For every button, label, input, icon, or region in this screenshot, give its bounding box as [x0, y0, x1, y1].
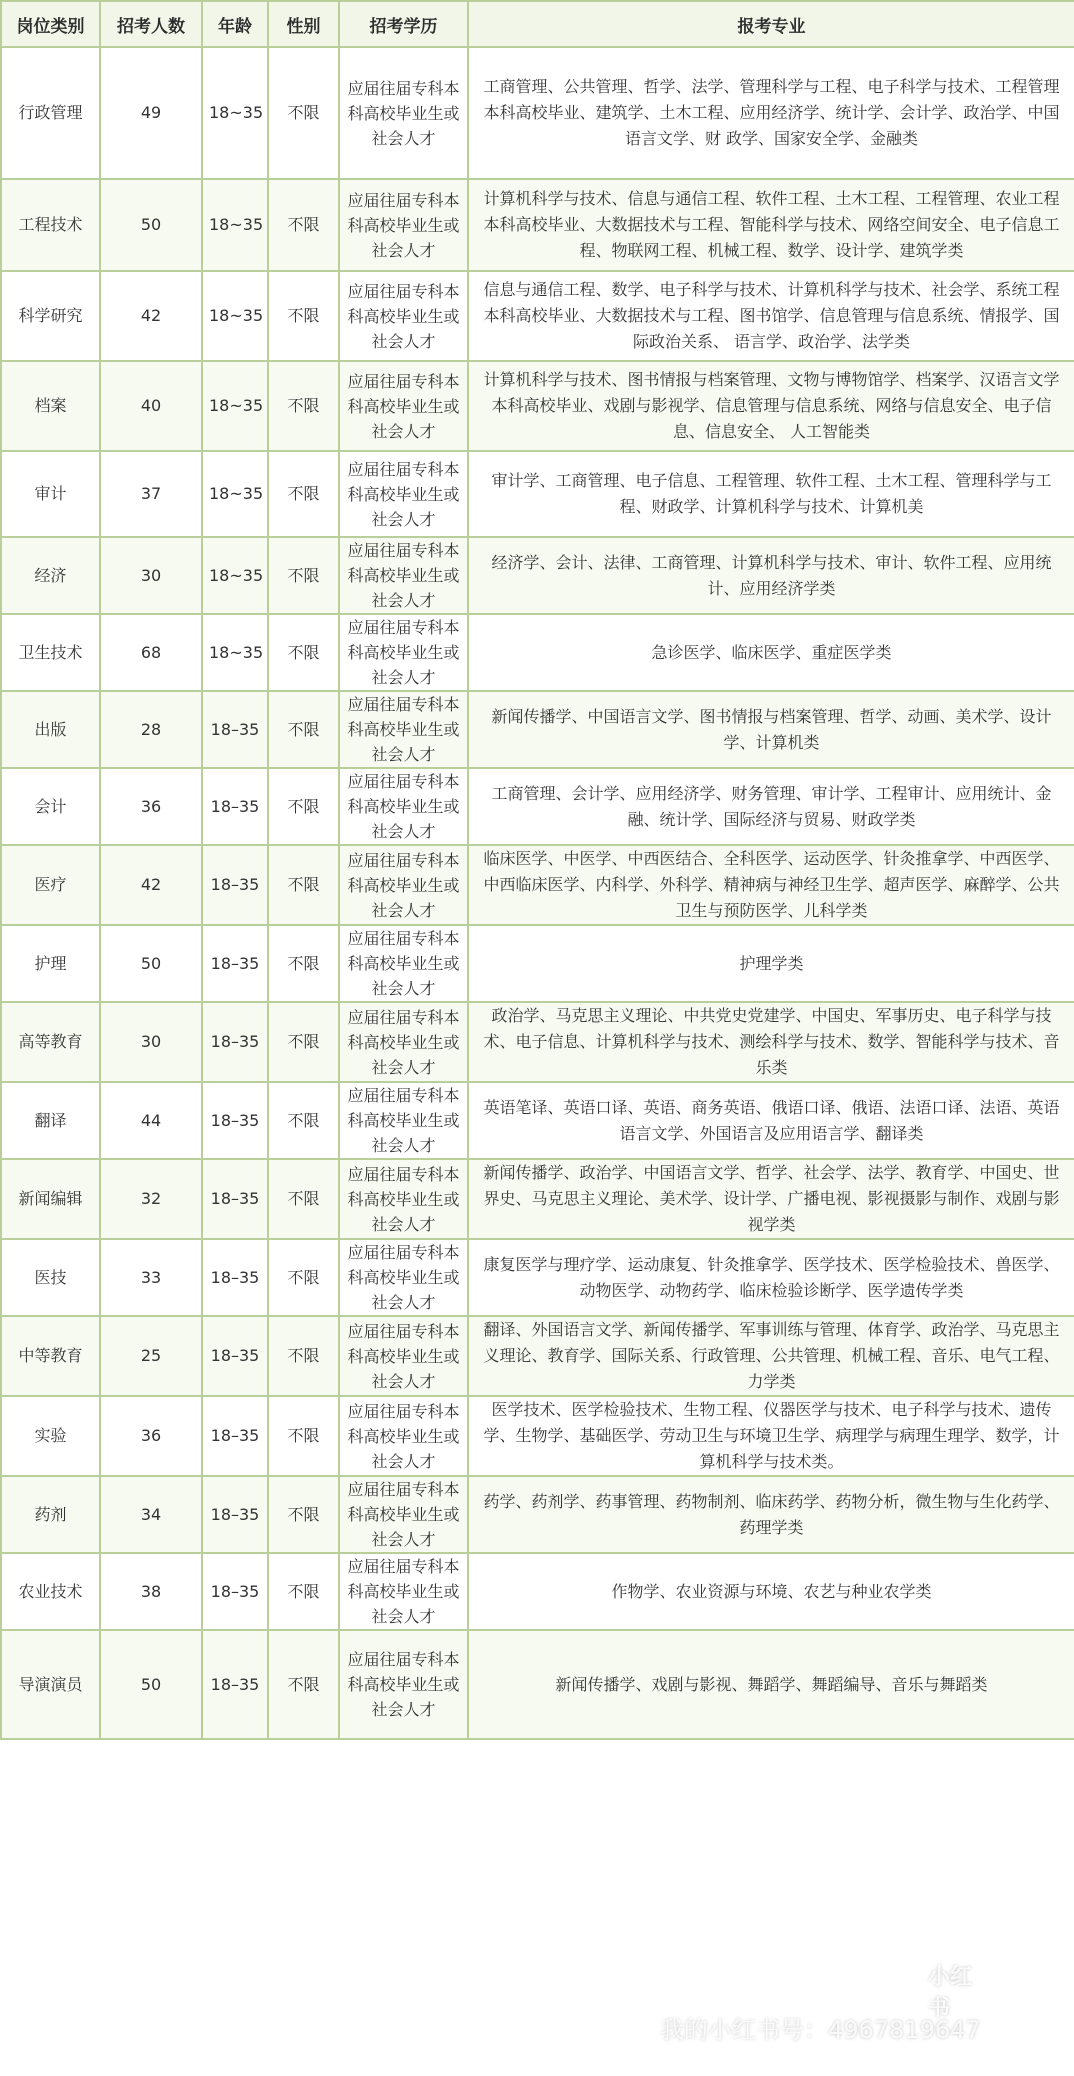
majors-cell: 工商管理、会计学、应用经济学、财务管理、审计学、工程审计、应用统计、金融、统计学、国际经济与贸易、财政学类 [468, 768, 1074, 845]
category-cell: 出版 [1, 691, 100, 768]
gender-cell: 不限 [268, 537, 339, 614]
table-row [1, 361, 1074, 451]
majors-cell: 翻译、外国语言文学、新闻传播学、军事训练与管理、体育学、政治学、马克思主义理论、教育学、国际关系、行政管理、公共管理、机械工程、音乐、电气工程、力学类 [468, 1316, 1074, 1396]
gender-cell: 不限 [268, 1082, 339, 1159]
majors-cell: 计算机科学与技术、图书情报与档案管理、文物与博物馆学、档案学、汉语言文学本科高校毕业、戏剧与影视学、信息管理与信息系统、网络与信息安全、电子信息、信息安全、 人工智能类 [468, 361, 1074, 451]
education-cell: 应届往届专科本科高校毕业生或社会人才 [339, 845, 468, 925]
gender-cell: 不限 [268, 614, 339, 691]
gender-cell: 不限 [268, 271, 339, 361]
category-cell: 工程技术 [1, 179, 100, 271]
category-cell: 药剂 [1, 1476, 100, 1553]
header-education: 招考学历 [339, 1, 468, 47]
education-cell: 应届往届专科本科高校毕业生或社会人才 [339, 47, 468, 179]
majors-cell: 计算机科学与技术、信息与通信工程、软件工程、土木工程、工程管理、农业工程本科高校毕业、大数据技术与工程、智能科学与技术、网络空间安全、电子信息工程、物联网工程、机械工程、数学、设计学、建筑学类 [468, 179, 1074, 271]
table-row [1, 451, 1074, 537]
education-cell: 应届往届专科本科高校毕业生或社会人才 [339, 768, 468, 845]
watermark-logo: 小红书 [928, 1965, 973, 2021]
education-cell: 应届往届专科本科高校毕业生或社会人才 [339, 1553, 468, 1630]
table-row [1, 1476, 1074, 1553]
category-cell: 科学研究 [1, 271, 100, 361]
category-cell: 医技 [1, 1239, 100, 1316]
category-cell: 翻译 [1, 1082, 100, 1159]
education-cell: 应届往届专科本科高校毕业生或社会人才 [339, 925, 468, 1002]
education-cell: 应届往届专科本科高校毕业生或社会人才 [339, 1082, 468, 1159]
gender-cell: 不限 [268, 47, 339, 179]
majors-cell: 审计学、工商管理、电子信息、工程管理、软件工程、土木工程、管理科学与工程、财政学、计算机科学与技术、计算机美 [468, 451, 1074, 537]
category-cell: 实验 [1, 1396, 100, 1476]
category-cell: 医疗 [1, 845, 100, 925]
table-row [1, 1630, 1074, 1739]
category-cell: 中等教育 [1, 1316, 100, 1396]
age-cell: 18–35 [202, 1002, 268, 1082]
age-cell: 18~35 [202, 614, 268, 691]
count-cell: 40 [100, 361, 202, 451]
gender-cell: 不限 [268, 1239, 339, 1316]
age-cell: 18~35 [202, 361, 268, 451]
count-cell: 50 [100, 1630, 202, 1739]
category-cell: 农业技术 [1, 1553, 100, 1630]
majors-cell: 护理学类 [468, 925, 1074, 1002]
education-cell: 应届往届专科本科高校毕业生或社会人才 [339, 1159, 468, 1239]
table-row [1, 1316, 1074, 1396]
gender-cell: 不限 [268, 361, 339, 451]
gender-cell: 不限 [268, 1396, 339, 1476]
age-cell: 18–35 [202, 1553, 268, 1630]
table-row [1, 768, 1074, 845]
education-cell: 应届往届专科本科高校毕业生或社会人才 [339, 537, 468, 614]
education-cell: 应届往届专科本科高校毕业生或社会人才 [339, 1239, 468, 1316]
age-cell: 18–35 [202, 691, 268, 768]
age-cell: 18~35 [202, 271, 268, 361]
category-cell: 卫生技术 [1, 614, 100, 691]
education-cell: 应届往届专科本科高校毕业生或社会人才 [339, 1476, 468, 1553]
gender-cell: 不限 [268, 691, 339, 768]
majors-cell: 临床医学、中医学、中西医结合、全科医学、运动医学、针灸推拿学、中西医学、中西临床医学、内科学、外科学、精神病与神经卫生学、超声医学、麻醉学、公共卫生与预防医学、儿科学类 [468, 845, 1074, 925]
table-row [1, 1082, 1074, 1159]
gender-cell: 不限 [268, 845, 339, 925]
gender-cell: 不限 [268, 179, 339, 271]
gender-cell: 不限 [268, 1630, 339, 1739]
age-cell: 18–35 [202, 925, 268, 1002]
education-cell: 应届往届专科本科高校毕业生或社会人才 [339, 614, 468, 691]
gender-cell: 不限 [268, 451, 339, 537]
age-cell: 18–35 [202, 768, 268, 845]
gender-cell: 不限 [268, 1159, 339, 1239]
category-cell: 档案 [1, 361, 100, 451]
count-cell: 33 [100, 1239, 202, 1316]
majors-cell: 医学技术、医学检验技术、生物工程、仪器医学与技术、电子科学与技术、遗传学、生物学、基础医学、劳动卫生与环境卫生学、病理学与病理生理学、数学，计算机科学与技术类。 [468, 1396, 1074, 1476]
count-cell: 30 [100, 1002, 202, 1082]
count-cell: 68 [100, 614, 202, 691]
count-cell: 50 [100, 179, 202, 271]
count-cell: 38 [100, 1553, 202, 1630]
gender-cell: 不限 [268, 1002, 339, 1082]
category-cell: 高等教育 [1, 1002, 100, 1082]
majors-cell: 新闻传播学、戏剧与影视、舞蹈学、舞蹈编导、音乐与舞蹈类 [468, 1630, 1074, 1739]
age-cell: 18–35 [202, 1476, 268, 1553]
table-row [1, 1002, 1074, 1082]
header-age: 年龄 [202, 1, 268, 47]
age-cell: 18–35 [202, 1630, 268, 1739]
count-cell: 42 [100, 271, 202, 361]
count-cell: 32 [100, 1159, 202, 1239]
age-cell: 18–35 [202, 1396, 268, 1476]
gender-cell: 不限 [268, 1476, 339, 1553]
age-cell: 18~35 [202, 537, 268, 614]
age-cell: 18–35 [202, 1316, 268, 1396]
count-cell: 36 [100, 768, 202, 845]
gender-cell: 不限 [268, 925, 339, 1002]
majors-cell: 经济学、会计、法律、工商管理、计算机科学与技术、审计、软件工程、应用统计、应用经济学类 [468, 537, 1074, 614]
count-cell: 36 [100, 1396, 202, 1476]
education-cell: 应届往届专科本科高校毕业生或社会人才 [339, 271, 468, 361]
count-cell: 30 [100, 537, 202, 614]
education-cell: 应届往届专科本科高校毕业生或社会人才 [339, 1316, 468, 1396]
age-cell: 18–35 [202, 1082, 268, 1159]
majors-cell: 急诊医学、临床医学、重症医学类 [468, 614, 1074, 691]
majors-cell: 工商管理、公共管理、哲学、法学、管理科学与工程、电子科学与技术、工程管理本科高校毕业、建筑学、土木工程、应用经济学、统计学、会计学、政治学、中国语言文学、财 政学、国家安全学、金融类 [468, 47, 1074, 179]
age-cell: 18–35 [202, 845, 268, 925]
table-row [1, 537, 1074, 614]
majors-cell: 作物学、农业资源与环境、农艺与种业农学类 [468, 1553, 1074, 1630]
header-majors: 报考专业 [468, 1, 1074, 47]
age-cell: 18–35 [202, 1159, 268, 1239]
table-row [1, 47, 1074, 179]
table-row [1, 271, 1074, 361]
education-cell: 应届往届专科本科高校毕业生或社会人才 [339, 1630, 468, 1739]
table-row [1, 925, 1074, 1002]
category-cell: 护理 [1, 925, 100, 1002]
category-cell: 经济 [1, 537, 100, 614]
header-category: 岗位类别 [1, 1, 100, 47]
count-cell: 50 [100, 925, 202, 1002]
count-cell: 28 [100, 691, 202, 768]
majors-cell: 新闻传播学、中国语言文学、图书情报与档案管理、哲学、动画、美术学、设计学、计算机类 [468, 691, 1074, 768]
table-row [1, 1239, 1074, 1316]
table-row [1, 614, 1074, 691]
count-cell: 44 [100, 1082, 202, 1159]
education-cell: 应届往届专科本科高校毕业生或社会人才 [339, 361, 468, 451]
category-cell: 会计 [1, 768, 100, 845]
majors-cell: 英语笔译、英语口译、英语、商务英语、俄语口译、俄语、法语口译、法语、英语语言文学、外国语言及应用语言学、翻译类 [468, 1082, 1074, 1159]
age-cell: 18~35 [202, 47, 268, 179]
header-gender: 性别 [268, 1, 339, 47]
age-cell: 18~35 [202, 451, 268, 537]
education-cell: 应届往届专科本科高校毕业生或社会人才 [339, 691, 468, 768]
age-cell: 18~35 [202, 179, 268, 271]
table-row [1, 1553, 1074, 1630]
header-count: 招考人数 [100, 1, 202, 47]
majors-cell: 政治学、马克思主义理论、中共党史党建学、中国史、军事历史、电子科学与技术、电子信息、计算机科学与技术、测绘科学与技术、数学、智能科学与技术、音乐类 [468, 1002, 1074, 1082]
education-cell: 应届往届专科本科高校毕业生或社会人才 [339, 1002, 468, 1082]
header-row [1, 1, 1074, 47]
education-cell: 应届往届专科本科高校毕业生或社会人才 [339, 179, 468, 271]
gender-cell: 不限 [268, 1553, 339, 1630]
category-cell: 审计 [1, 451, 100, 537]
count-cell: 42 [100, 845, 202, 925]
gender-cell: 不限 [268, 768, 339, 845]
category-cell: 新闻编辑 [1, 1159, 100, 1239]
category-cell: 行政管理 [1, 47, 100, 179]
majors-cell: 新闻传播学、政治学、中国语言文学、哲学、社会学、法学、教育学、中国史、世界史、马克思主义理论、美术学、设计学、广播电视、影视摄影与制作、戏剧与影视学类 [468, 1159, 1074, 1239]
table-row [1, 691, 1074, 768]
majors-cell: 药学、药剂学、药事管理、药物制剂、临床药学、药物分析，微生物与生化药学、药理学类 [468, 1476, 1074, 1553]
majors-cell: 信息与通信工程、数学、电子科学与技术、计算机科学与技术、社会学、系统工程本科高校毕业、大数据技术与工程、图书馆学、信息管理与信息系统、情报学、国际政治关系、 语言学、政治学、法学类 [468, 271, 1074, 361]
education-cell: 应届往届专科本科高校毕业生或社会人才 [339, 1396, 468, 1476]
count-cell: 37 [100, 451, 202, 537]
education-cell: 应届往届专科本科高校毕业生或社会人才 [339, 451, 468, 537]
count-cell: 25 [100, 1316, 202, 1396]
table-row [1, 1396, 1074, 1476]
table-row [1, 1159, 1074, 1239]
age-cell: 18–35 [202, 1239, 268, 1316]
count-cell: 34 [100, 1476, 202, 1553]
table-row [1, 179, 1074, 271]
watermark-id-text: 我的小红书号：4967819647 [660, 2016, 981, 2044]
majors-cell: 康复医学与理疗学、运动康复、针灸推拿学、医学技术、医学检验技术、兽医学、动物医学、动物药学、临床检验诊断学、医学遗传学类 [468, 1239, 1074, 1316]
gender-cell: 不限 [268, 1316, 339, 1396]
category-cell: 导演演员 [1, 1630, 100, 1739]
table-body [1, 47, 1074, 1739]
count-cell: 49 [100, 47, 202, 179]
table-row [1, 845, 1074, 925]
